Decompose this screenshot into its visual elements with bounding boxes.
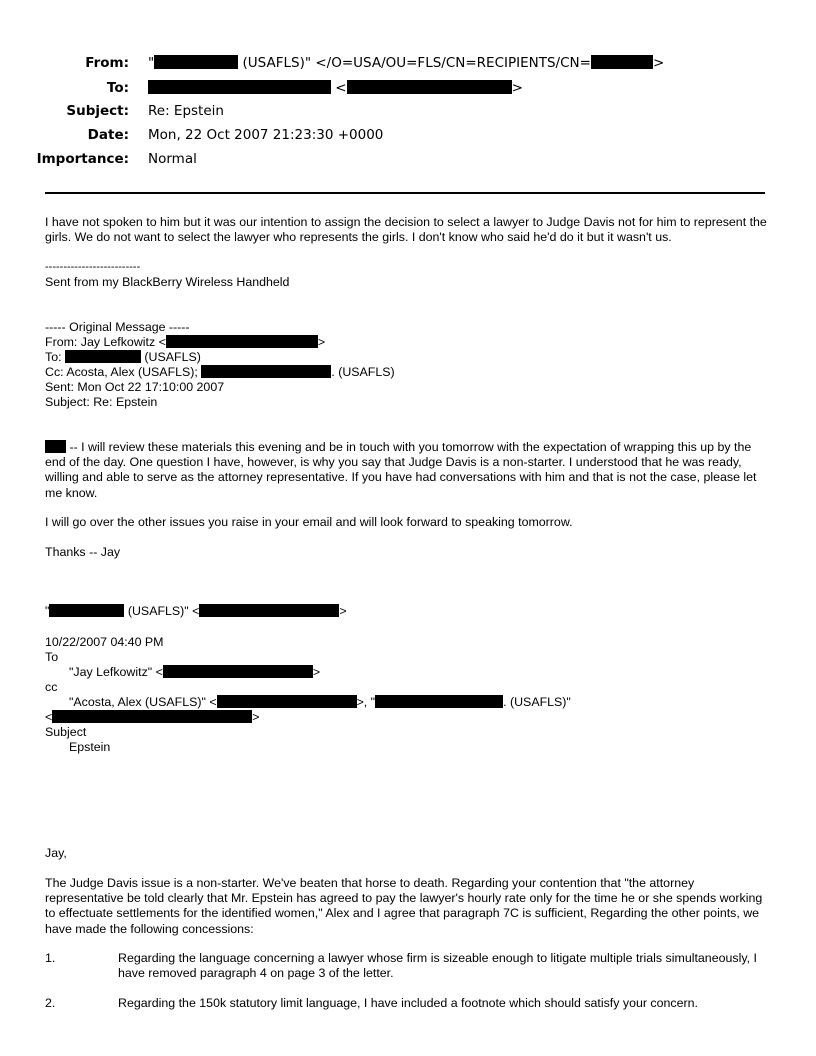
date-label: Date:	[87, 127, 129, 143]
notes-to-label: To	[45, 650, 59, 664]
original-message-heading: ----- Original Message -----	[45, 320, 190, 334]
redaction-block	[65, 350, 141, 363]
redaction-block	[148, 80, 331, 94]
list-item-text: Regarding the language concerning a lawyer whose firm is sizeable enough to litigate multiple trials simultaneously, I have removed paragraph 4 on page 3 of the letter.	[118, 951, 757, 981]
list-item-text: Regarding the 150k statutory limit language, I have included a footnote which should satisfy your concern.	[118, 996, 698, 1010]
reply-paragraph: I have not spoken to him but it was our intention to assign the decision to select a lawyer to Judge Davis not for him to represent the girls. We do not want to select the lawyer who represents the girls. I don't know who said he'd do it but it wasn't us.	[45, 215, 767, 245]
redaction-block	[591, 55, 653, 69]
redaction-block	[375, 695, 503, 708]
redaction-block	[201, 365, 331, 378]
list-item-number: 2.	[45, 996, 56, 1010]
from-label: From:	[85, 55, 129, 71]
subject-value: Re: Epstein	[148, 103, 224, 119]
original-from: From: Jay Lefkowitz < >	[45, 335, 326, 349]
redaction-block	[217, 695, 357, 708]
original-paragraph-2: I will go over the other issues you raise in your email and will look forward to speaking tomorrow.	[45, 515, 573, 529]
redaction-block	[52, 710, 252, 723]
signature-separator: --------------------------	[45, 261, 141, 273]
redaction-block	[199, 604, 339, 617]
redaction-block	[163, 665, 313, 678]
notes-datetime: 10/22/2007 04:40 PM	[45, 635, 164, 649]
redaction-block	[166, 335, 318, 348]
notes-paragraph-1: The Judge Davis issue is a non-starter. We've beaten that horse to death. Regarding your contention that "the attorney representative be told clearly that Mr. Epstein has agreed to pay the lawyer's hourly rate only for the time he or she spends working to effectuate settlements for the identified women," Alex and I agree that paragraph 7C is sufficient, Regarding the other points, we have made the following concessions:	[45, 876, 763, 936]
notes-cc-value: "Acosta, Alex (USAFLS)" < >, " . (USAFLS)"	[69, 695, 571, 709]
original-paragraph-1: -- I will review these materials this evening and be in touch with you tomorrow with the expectation of wrapping this up by the end of the day. One question I have, however, is why you say that Judge Davis is a non-starter. I understood that he was ready, willing and able to serve as the attorney representative. If you have had conversations with him and that is not the case, please let me know.	[45, 440, 757, 500]
notes-cc-value-continued: < >	[45, 710, 260, 724]
reply-signature: Sent from my BlackBerry Wireless Handheld	[45, 275, 290, 289]
notes-subject-label: Subject	[45, 725, 87, 739]
redaction-block	[45, 440, 66, 453]
subject-label: Subject:	[66, 103, 129, 119]
to-value: < >	[148, 79, 523, 97]
date-value: Mon, 22 Oct 2007 21:23:30 +0000	[148, 127, 384, 143]
list-item	[45, 951, 775, 981]
importance-label: Importance:	[36, 151, 129, 167]
original-to: To: (USAFLS)	[45, 350, 201, 364]
redaction-block	[49, 604, 124, 617]
list-item	[45, 996, 775, 1011]
notes-subject-value: Epstein	[69, 740, 111, 754]
notes-sender: " (USAFLS)" < >	[45, 604, 347, 618]
redaction-block	[154, 55, 238, 69]
header-divider	[45, 192, 765, 194]
notes-to-value: "Jay Lefkowitz" < >	[69, 665, 321, 679]
from-value: " (USAFLS)" </O=USA/OU=FLS/CN=RECIPIENTS/CN= >	[148, 55, 665, 71]
notes-cc-label: cc	[45, 680, 58, 694]
notes-greeting: Jay,	[45, 846, 67, 860]
original-closing: Thanks -- Jay	[45, 545, 121, 559]
to-label: To:	[106, 80, 129, 96]
importance-value: Normal	[148, 151, 197, 167]
original-subject: Subject: Re: Epstein	[45, 395, 158, 409]
original-sent: Sent: Mon Oct 22 17:10:00 2007	[45, 380, 225, 394]
redaction-block	[347, 80, 512, 94]
original-cc: Cc: Acosta, Alex (USAFLS); . (USAFLS)	[45, 365, 395, 379]
list-item-number: 1.	[45, 951, 56, 965]
